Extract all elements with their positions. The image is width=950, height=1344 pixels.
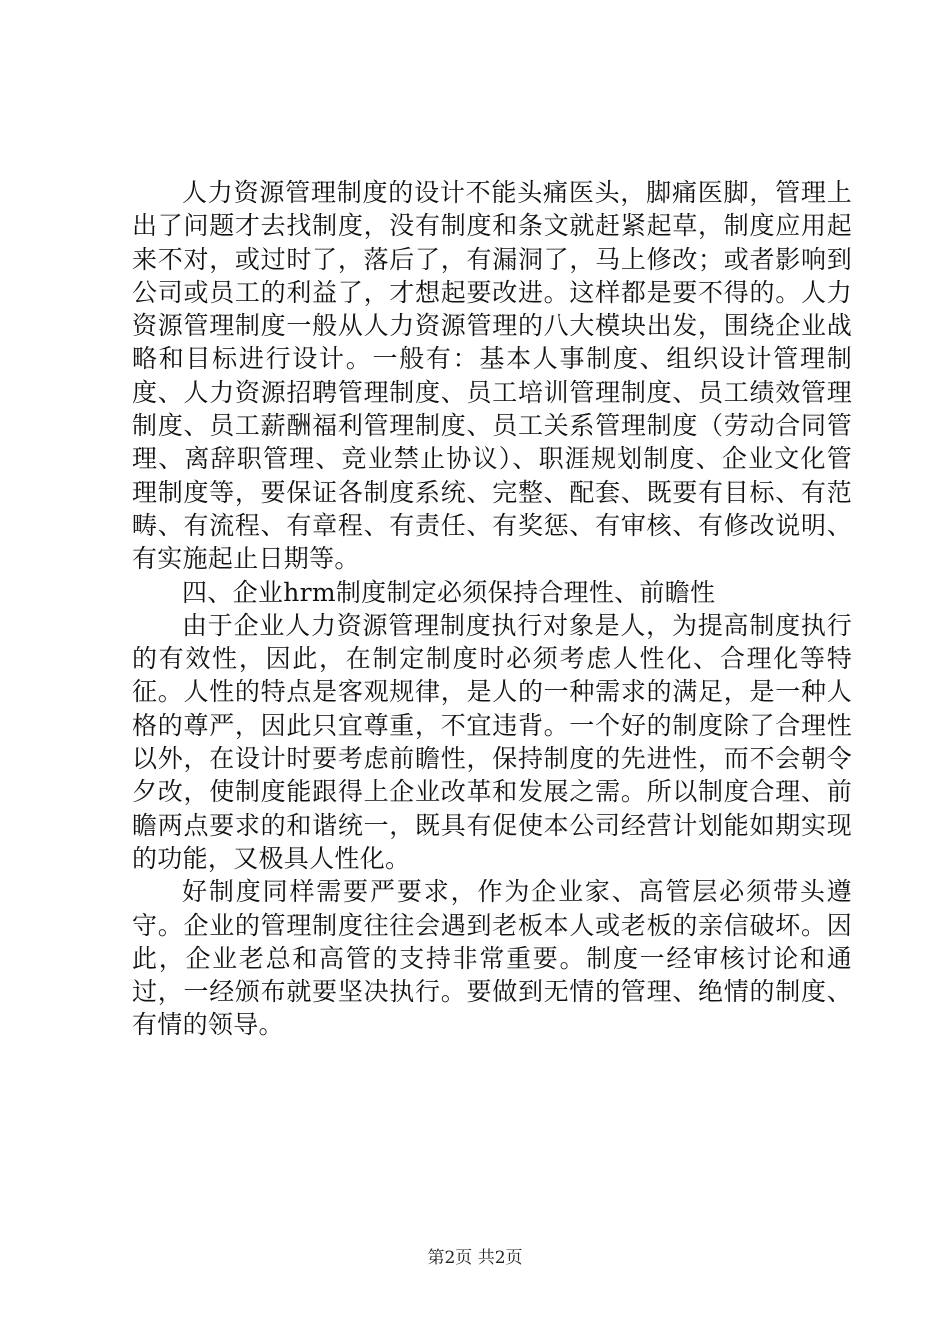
paragraph-strict-enforcement: 好制度同样需要严要求，作为企业家、高管层必须带头遵守。企业的管理制度往往会遇到老板本人或老板的亲信破坏。因此，企业老总和高管的支持非常重要。制度一经审核讨论和通过，一经颁布就要坚决执行。要做到无情的管理、绝情的制度、有情的领导。: [132, 877, 852, 1040]
paragraph-rationality-foresight: 由于企业人力资源管理制度执行对象是人，为提高制度执行的有效性，因此，在制定制度时必须考虑人性化、合理化等特征。人性的特点是客观规律，是人的一种需求的满足，是一种人格的尊严，因此只宜尊重，不宜违背。一个好的制度除了合理性以外，在设计时要考虑前瞻性，保持制度的先进性，而不会朝令夕改，使制度能跟得上企业改革和发展之需。所以制度合理、前瞻两点要求的和谐统一，既具有促使本公司经营计划能如期实现的功能，又极具人性化。: [132, 610, 852, 873]
page-number-footer: 第2页 共2页: [427, 1248, 523, 1268]
document-body: [132, 176, 852, 1042]
section-heading-four: 四、企业hrm制度制定必须保持合理性、前瞻性: [182, 577, 716, 607]
paragraph-hr-system-design: 人力资源管理制度的设计不能头痛医头，脚痛医脚，管理上出了问题才去找制度，没有制度和条文就赶紧起草，制度应用起来不对，或过时了，落后了，有漏洞了，马上修改；或者影响到公司或员工的利益了，才想起要改进。这样都是要不得的。人力资源管理制度一般从人力资源管理的八大模块出发，围绕企业战略和目标进行设计。一般有：基本人事制度、组织设计管理制度、人力资源招聘管理制度、员工培训管理制度、员工绩效管理制度、员工薪酬福利管理制度、员工关系管理制度（劳动合同管理、离辞职管理、竞业禁止协议）、职涯规划制度、企业文化管理制度等，要保证各制度系统、完整、配套、既要有目标、有范畴、有流程、有章程、有责任、有奖惩、有审核、有修改说明、有实施起止日期等。: [132, 178, 852, 574]
